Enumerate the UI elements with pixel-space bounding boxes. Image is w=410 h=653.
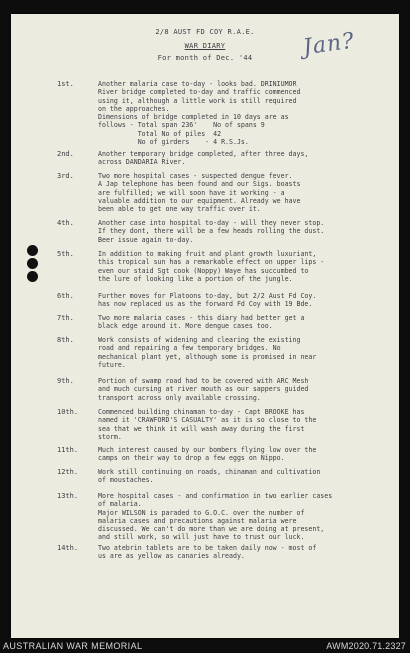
entry-date: 13th. [57, 492, 79, 500]
entry-line: named it 'CRAWFORD'S CASUALTY' as it is so close to the [98, 416, 317, 425]
entry-line: on the approaches. [98, 104, 170, 113]
entry-text [98, 250, 388, 283]
entry-text [98, 80, 388, 146]
entry-date: 2nd. [57, 150, 74, 158]
entry-line: Further moves for Platoons to-day, but 2/2 Aust Fd Coy. [98, 292, 317, 300]
entry-line: camps on their way to drop a few eggs on Nippo. [98, 454, 285, 463]
entry-line: has now replaced us as the forward Fd Coy with 19 Bde. [98, 300, 313, 309]
entry-line: Work still continuing on roads, chinaman and cultivation [98, 468, 321, 476]
entry-date: 8th. [57, 336, 74, 344]
entry-date: 14th. [57, 544, 79, 552]
entry-line: of moustaches. [98, 476, 154, 485]
entry-line: and still work, so will just have to trust our luck. [98, 533, 305, 542]
entry-date: 12th. [57, 468, 79, 476]
entry-text [98, 336, 388, 369]
entry-line: are fulfilled; we will soon have it working - a [98, 188, 285, 197]
diary-title: WAR DIARY [184, 42, 226, 50]
entry-line: across DANDARIA River. [98, 158, 186, 167]
entry-line: Total No of piles 42 [98, 129, 222, 138]
entry-line: No of girders - 4 R.S.Js. [98, 138, 249, 147]
entry-text [98, 292, 388, 309]
entry-line: of malaria. [98, 500, 142, 509]
entry-line: discussed. We can't do more than we are doing at present, [98, 525, 325, 534]
entry-line: More hospital cases - and confirmation in two earlier cases [98, 492, 333, 500]
entry-line: Two more hospital cases - suspected dengue fever. [98, 172, 293, 180]
entry-line: even our staid Sgt cook (Noppy) Waye has succumbed to [98, 266, 309, 275]
unit-heading: 2/8 AUST FD COY R.A.E. [155, 28, 255, 36]
entry-date: 4th. [57, 219, 74, 227]
entry-line: If they dont, there will be a few heads rolling the dust. [98, 227, 325, 236]
entry-line: sea that we think it will wash away during the first [98, 424, 305, 433]
entry-text [98, 172, 388, 213]
handwritten-annotation: Jan? [301, 28, 357, 61]
entry-line: Another malaria case to-day - looks bad. DRINIUMOR [98, 80, 297, 88]
entry-line: River bridge completed to-day and traffic commenced [98, 88, 301, 97]
entry-line: A Jap telephone has been found and our Sigs. boasts [98, 180, 301, 189]
footer-bar [0, 639, 410, 653]
entry-line: mechanical plant yet, although some is promised in near [98, 352, 317, 361]
entry-line: this tropical sun has a remarkable effect on upper lips - [98, 258, 325, 267]
entry-line: Dimensions of bridge completed in 10 days are as [98, 113, 289, 122]
entry-line: transport across only available crossing. [98, 393, 261, 402]
entry-text [98, 377, 388, 402]
entry-line: Another temporary bridge completed, after three days, [98, 150, 309, 158]
entry-date: 1st. [57, 80, 74, 88]
entry-line: Commenced building chinaman to-day - Capt BROOKE has [98, 408, 305, 416]
punch-hole [27, 245, 38, 256]
entry-line: future. [98, 360, 126, 369]
entry-text [98, 408, 388, 441]
entry-line: black edge around it. More dengue cases too. [98, 322, 273, 331]
entry-line: and much cursing at river mouth as our sappers guided [98, 385, 309, 394]
entry-line: Two atebrin tablets are to be taken daily now - most of [98, 544, 317, 552]
entry-date: 11th. [57, 446, 79, 454]
entry-date: 7th. [57, 314, 74, 322]
entry-line: Major WILSON is paraded to G.O.C. over the number of [98, 508, 305, 517]
entry-line: valuable addition to our equipment. Already we have [98, 196, 301, 205]
archive-reference: AWM2020.71.2327 [326, 641, 406, 651]
entry-date: 3rd. [57, 172, 74, 180]
entry-line: been able to get one way traffic over it. [98, 205, 261, 214]
entry-text [98, 219, 388, 244]
entry-text [98, 544, 388, 561]
entry-text [98, 446, 388, 463]
entry-line: Two more malaria cases - this diary had better get a [98, 314, 305, 322]
entry-line: follows - Total span 236' No of spans 9 [98, 121, 265, 130]
entry-date: 10th. [57, 408, 79, 416]
punch-hole [27, 258, 38, 269]
entry-text [98, 150, 388, 167]
entry-line: Another case into hospital to-day - will they never stop. [98, 219, 325, 227]
entry-line: using it, although a little work is still required [98, 96, 297, 105]
entry-line: Much interest caused by our bombers flying low over the [98, 446, 317, 454]
entry-line: Work consists of widening and clearing the existing [98, 336, 301, 344]
entry-line: the lure of looking like a portion of the jungle. [98, 274, 293, 283]
month-heading: For month of Dec. '44 [157, 54, 253, 62]
entry-text [98, 468, 388, 485]
punch-hole [27, 271, 38, 282]
entry-text [98, 492, 388, 542]
entry-line: Portion of swamp road had to be covered with ARC Mesh [98, 377, 309, 385]
entry-date: 5th. [57, 250, 74, 258]
entry-line: In addition to making fruit and plant growth luxuriant, [98, 250, 317, 258]
entry-line: storm. [98, 432, 122, 441]
entry-date: 9th. [57, 377, 74, 385]
entry-line: malaria cases and precautions against malaria were [98, 516, 297, 525]
entry-text [98, 314, 388, 331]
entry-line: Beer issue again to-day. [98, 235, 194, 244]
archive-credit: AUSTRALIAN WAR MEMORIAL [3, 641, 143, 651]
entry-date: 6th. [57, 292, 74, 300]
entry-line: us are as yellow as canaries already. [98, 552, 245, 561]
diary-page [11, 14, 399, 638]
entry-line: road and repairing a few temporary bridges. No [98, 344, 281, 353]
